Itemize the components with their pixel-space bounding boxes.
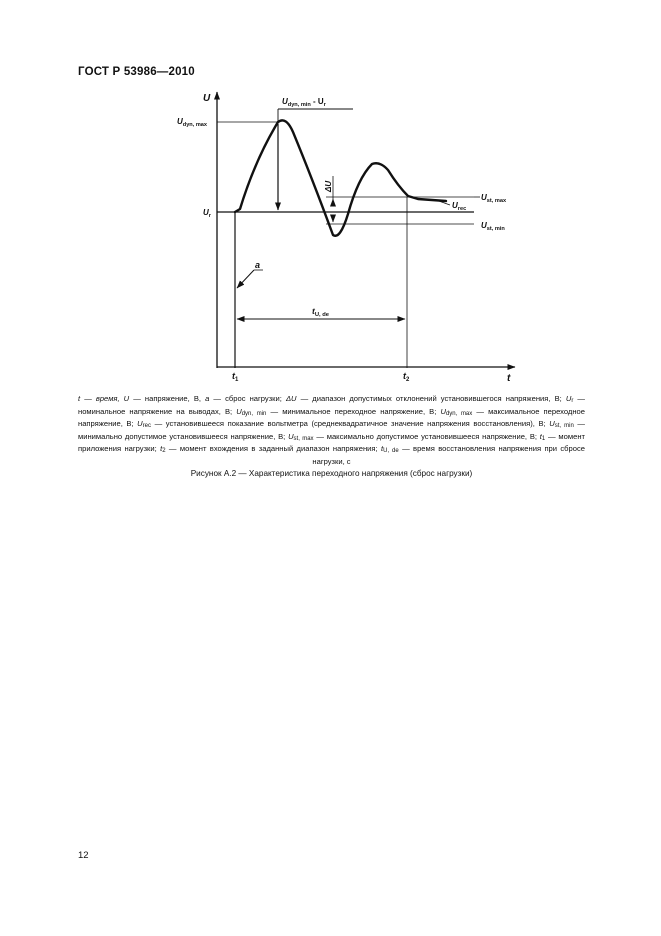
delta-u-label: ΔU (324, 180, 333, 192)
a-marker-arrow (237, 270, 254, 288)
page-number: 12 (78, 850, 89, 861)
t-u-de-label: $t_{U, de}$ (312, 306, 330, 318)
u-st-min-label: $U_{st, min}$ (481, 221, 505, 232)
u-axis-label: U (203, 93, 211, 104)
t1-label: $t_1$ (232, 371, 239, 383)
a-marker-label: a (255, 260, 261, 270)
document-header: ГОСТ Р 53986—2010 (78, 66, 195, 78)
u-r-label: $U_r$ (203, 208, 211, 219)
figure-legend: t — время, U — напряжение, В, a — сброс нагрузки; ΔU — диапазон допустимых отклонений установившегося напряжения, В; $U_r$ — номинальное напряжение на выводах, В; $U_{dyn, min}$ — минимальное переходное напряжение, В; $U_{dyn, max}$ — максимальное переходное напряжение, В; $U_{rec}$ — установившееся показание вольтметра (среднеквадратичное значение напряжения восстановления), В; $U_{st, min}$ — минимально допустимое установившееся напряжение, В; $U_{st, max}$ — максимально допустимое установившееся напряжение, В; $t_1$ — момент приложения нагрузки; $t_2$ — момент вхождения в заданный диапазон напряжения; $t_{U, de}$ — время восстановления напряжения при сбросе нагрузки, с (78, 394, 586, 466)
u-rec-label: $U_{rec}$ (452, 201, 467, 212)
u-st-max-label: $U_{st, max}$ (481, 193, 507, 204)
voltage-curve (235, 120, 446, 235)
u-dyn-min-minus-ur-label: $U_{dyn, min} - U_r$ (282, 97, 326, 108)
t2-label: $t_2$ (403, 371, 410, 383)
t-axis-label: t (507, 373, 511, 384)
u-dyn-max-label: $U_{dyn, max}$ (177, 117, 208, 128)
figure-caption: Рисунок А.2 — Характеристика переходного напряжения (сброс нагрузки) (190, 469, 473, 478)
transient-voltage-diagram (0, 0, 661, 400)
